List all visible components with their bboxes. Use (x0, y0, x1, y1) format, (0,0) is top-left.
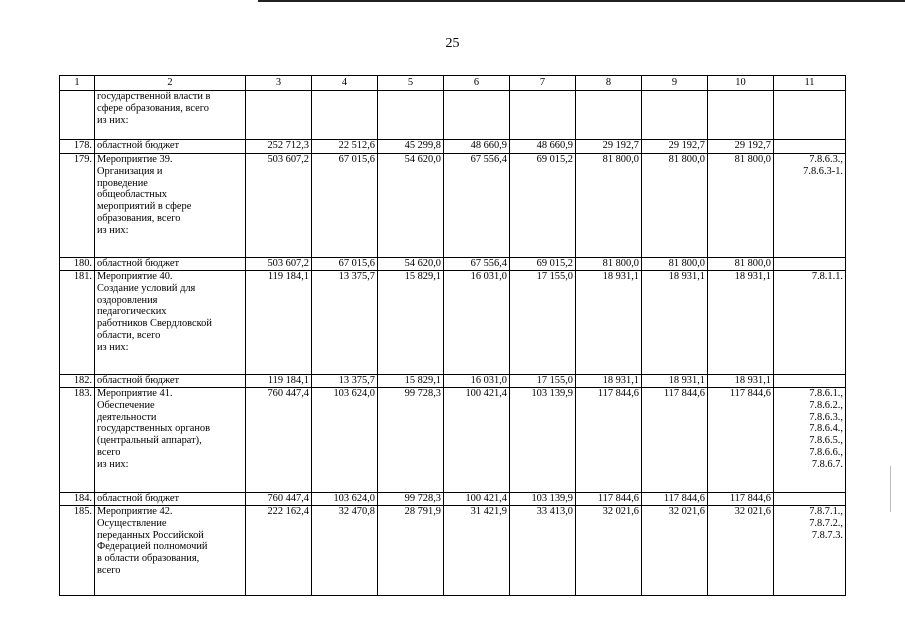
item-name-line: образования, всего (97, 212, 181, 224)
value-cell: 32 021,6 (708, 506, 774, 596)
header-cell: 10 (708, 76, 774, 91)
item-name-line: Мероприятие 39. (97, 154, 173, 165)
item-name-line: всего (97, 446, 121, 458)
item-name (95, 271, 246, 375)
value-cell: 100 421,4 (444, 388, 510, 493)
value-cell: 67 556,4 (444, 154, 510, 258)
value-cell (246, 91, 312, 140)
value-cell: 32 021,6 (576, 506, 642, 596)
value-cell: 29 192,7 (708, 140, 774, 154)
value-cell: 22 512,6 (312, 140, 378, 154)
value-cell: 18 931,1 (708, 375, 774, 388)
target-code: 7.8.7.1., (809, 506, 843, 517)
item-name (95, 375, 246, 388)
header-cell: 9 (642, 76, 708, 91)
target-code: 7.8.6.3., (809, 154, 843, 165)
value-cell: 13 375,7 (312, 271, 378, 375)
item-name-line: области, всего (97, 329, 161, 341)
value-cell: 18 931,1 (708, 271, 774, 375)
top-rule (258, 0, 905, 2)
value-cell: 252 712,3 (246, 140, 312, 154)
header-cell: 5 (378, 76, 444, 91)
value-cell: 18 931,1 (576, 271, 642, 375)
item-name-line: государственных органов (97, 423, 210, 435)
header-cell: 11 (774, 76, 846, 91)
value-cell: 103 139,9 (510, 493, 576, 506)
header-cell: 4 (312, 76, 378, 91)
item-name-line: из них: (97, 341, 129, 353)
value-cell: 32 470,8 (312, 506, 378, 596)
value-cell: 45 299,8 (378, 140, 444, 154)
target-code: 7.8.6.3., (809, 411, 843, 423)
value-cell: 69 015,2 (510, 258, 576, 271)
margin-mark (890, 466, 891, 512)
value-cell: 48 660,9 (510, 140, 576, 154)
item-name-line: Организация и (97, 165, 163, 177)
row-number: 183. (60, 388, 95, 493)
value-cell (444, 91, 510, 140)
item-name (95, 154, 246, 258)
target-code: 7.8.6.3-1. (803, 165, 843, 177)
value-cell: 222 162,4 (246, 506, 312, 596)
item-name-line: государственной власти в (97, 91, 211, 102)
table-row (60, 258, 846, 271)
header-cell: 7 (510, 76, 576, 91)
value-cell: 17 155,0 (510, 271, 576, 375)
item-name-line: проведение (97, 177, 148, 189)
value-cell: 15 829,1 (378, 271, 444, 375)
table-row (60, 388, 846, 493)
value-cell (510, 91, 576, 140)
target-codes (774, 91, 846, 140)
value-cell: 760 447,4 (246, 388, 312, 493)
item-name-line: Обеспечение (97, 399, 155, 411)
value-cell (708, 91, 774, 140)
item-name (95, 91, 246, 140)
value-cell: 54 620,0 (378, 258, 444, 271)
value-cell: 28 791,9 (378, 506, 444, 596)
item-name (95, 506, 246, 596)
value-cell: 117 844,6 (642, 493, 708, 506)
value-cell: 119 184,1 (246, 271, 312, 375)
row-number: 179. (60, 154, 95, 258)
target-code: 7.8.7.3. (811, 529, 843, 541)
item-name-line: Мероприятие 40. (97, 271, 173, 282)
value-cell: 760 447,4 (246, 493, 312, 506)
value-cell: 117 844,6 (576, 493, 642, 506)
value-cell: 99 728,3 (378, 493, 444, 506)
value-cell: 81 800,0 (708, 154, 774, 258)
value-cell: 48 660,9 (444, 140, 510, 154)
row-number: 180. (60, 258, 95, 271)
row-number: 182. (60, 375, 95, 388)
value-cell: 119 184,1 (246, 375, 312, 388)
value-cell: 32 021,6 (642, 506, 708, 596)
value-cell: 29 192,7 (576, 140, 642, 154)
header-cell: 2 (95, 76, 246, 91)
value-cell: 117 844,6 (708, 493, 774, 506)
item-name-line: из них: (97, 114, 129, 126)
budget-table (59, 75, 846, 596)
target-code: 7.8.6.1., (809, 388, 843, 399)
value-cell: 81 800,0 (576, 258, 642, 271)
value-cell: 18 931,1 (576, 375, 642, 388)
header-row (60, 76, 846, 91)
item-name-line: педагогических (97, 306, 167, 318)
value-cell (378, 91, 444, 140)
value-cell (312, 91, 378, 140)
value-cell: 81 800,0 (576, 154, 642, 258)
value-cell (576, 91, 642, 140)
target-code: 7.8.6.5., (809, 435, 843, 447)
value-cell: 18 931,1 (642, 375, 708, 388)
value-cell: 67 015,6 (312, 258, 378, 271)
value-cell: 117 844,6 (642, 388, 708, 493)
item-name (95, 258, 246, 271)
value-cell: 103 624,0 (312, 493, 378, 506)
target-codes (774, 271, 846, 375)
target-code: 7.8.7.2., (809, 517, 843, 529)
table-row (60, 506, 846, 596)
value-cell: 69 015,2 (510, 154, 576, 258)
target-code: 7.8.6.7. (811, 458, 843, 470)
value-cell: 81 800,0 (642, 154, 708, 258)
item-name (95, 388, 246, 493)
row-number (60, 91, 95, 140)
item-name-line: деятельности (97, 411, 157, 423)
table-body (60, 76, 846, 596)
table-row (60, 493, 846, 506)
value-cell: 103 624,0 (312, 388, 378, 493)
item-name-line: всего (97, 564, 121, 576)
value-cell: 81 800,0 (642, 258, 708, 271)
target-codes (774, 258, 846, 271)
table-row (60, 375, 846, 388)
table-row (60, 154, 846, 258)
header-cell: 3 (246, 76, 312, 91)
value-cell: 54 620,0 (378, 154, 444, 258)
target-code: 7.8.6.4., (809, 423, 843, 435)
item-name-line: общеобластных (97, 189, 168, 201)
value-cell: 117 844,6 (576, 388, 642, 493)
item-name (95, 140, 246, 154)
item-name (95, 493, 246, 506)
item-name-line: работников Свердловской (97, 318, 212, 330)
item-name-line: Мероприятие 41. (97, 388, 173, 399)
value-cell: 103 139,9 (510, 388, 576, 493)
item-name-line: из них: (97, 458, 129, 470)
row-number: 184. (60, 493, 95, 506)
value-cell: 503 607,2 (246, 258, 312, 271)
value-cell: 31 421,9 (444, 506, 510, 596)
header-cell: 6 (444, 76, 510, 91)
target-codes (774, 506, 846, 596)
value-cell: 17 155,0 (510, 375, 576, 388)
target-codes (774, 375, 846, 388)
item-name-line: областной бюджет (97, 493, 180, 504)
value-cell: 16 031,0 (444, 271, 510, 375)
value-cell: 67 556,4 (444, 258, 510, 271)
item-name-line: из них: (97, 224, 129, 236)
table-row (60, 271, 846, 375)
value-cell: 13 375,7 (312, 375, 378, 388)
item-name-line: в области образования, (97, 553, 200, 565)
value-cell: 100 421,4 (444, 493, 510, 506)
item-name-line: областной бюджет (97, 140, 180, 151)
value-cell: 29 192,7 (642, 140, 708, 154)
value-cell (642, 91, 708, 140)
value-cell: 81 800,0 (708, 258, 774, 271)
value-cell: 503 607,2 (246, 154, 312, 258)
value-cell: 18 931,1 (642, 271, 708, 375)
item-name-line: сфере образования, всего (97, 102, 209, 114)
value-cell: 117 844,6 (708, 388, 774, 493)
item-name-line: оздоровления (97, 294, 158, 306)
target-codes (774, 154, 846, 258)
row-number: 185. (60, 506, 95, 596)
target-code: 7.8.1.1. (811, 271, 843, 282)
page-number: 25 (445, 36, 460, 51)
target-codes (774, 388, 846, 493)
item-name-line: областной бюджет (97, 258, 180, 269)
target-codes (774, 493, 846, 506)
header-cell: 1 (60, 76, 95, 91)
item-name-line: Мероприятие 42. (97, 506, 173, 517)
row-number: 181. (60, 271, 95, 375)
target-code: 7.8.6.6., (809, 446, 843, 458)
table-row (60, 91, 846, 140)
target-code: 7.8.6.2., (809, 399, 843, 411)
value-cell: 67 015,6 (312, 154, 378, 258)
value-cell: 99 728,3 (378, 388, 444, 493)
item-name-line: (центральный аппарат), (97, 435, 202, 447)
value-cell: 33 413,0 (510, 506, 576, 596)
target-codes (774, 140, 846, 154)
item-name-line: Федерацией полномочий (97, 541, 208, 553)
item-name-line: переданных Российской (97, 529, 204, 541)
value-cell: 15 829,1 (378, 375, 444, 388)
item-name-line: Осуществление (97, 517, 167, 529)
header-cell: 8 (576, 76, 642, 91)
row-number: 178. (60, 140, 95, 154)
value-cell: 16 031,0 (444, 375, 510, 388)
item-name-line: областной бюджет (97, 375, 180, 386)
table-row (60, 140, 846, 154)
item-name-line: Создание условий для (97, 282, 196, 294)
item-name-line: мероприятий в сфере (97, 201, 192, 213)
